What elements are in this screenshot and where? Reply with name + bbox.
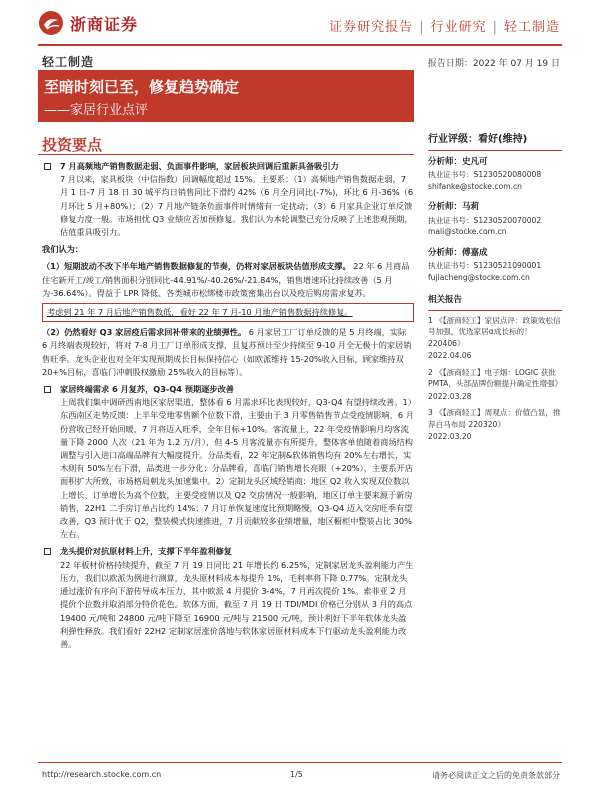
footer-disclaimer: 请务必阅读正文之后的免责条款部分 xyxy=(432,771,560,780)
analyst-email[interactable]: mali@stocke.com.cn xyxy=(428,227,507,236)
industry-rating: 行业评级：看好(维持) xyxy=(428,134,562,151)
footer-url-link[interactable]: http://research.stocke.com.cn xyxy=(42,770,162,779)
paragraph-heading: （2）仍然看好 Q3 家居疫后需求回补带来的业绩弹性。 xyxy=(42,327,247,338)
title-band xyxy=(38,70,414,122)
analyst-email[interactable]: fujiacheng@stocke.com.cn xyxy=(428,272,530,282)
paragraph-text: 上周我们集中调研西南地区家居渠道，整体看 6 月需求环比表现较好，Q3-Q4 有望持续改善。1）东西南区走势反馈：上半年受地零售额个位数下滑，主要由于 3 月零售销售节点受疫情影响，6 月份营收已经开始回暖，7 月将迈入旺季，全年目标+10%。客流量上，22 年受疫情影响月均客流量下降 2000 人次（21 年为 1.2 万/月），但 4-5 月客流量亦有所提升，整体客单值随着商场结构调整与引入进口高端品牌有大幅度提升。分品类看，22 年定制&软体销售均有 20%左右增长，实木则有 50%左右下滑，品类进一步分化；分品牌看，喜临门销售增长亮眼（+20%），主要系开店面积扩大所致，市场格局朝龙头加速集中。2）定制龙头区域经销商：地区 Q2 收入实现双位数以上增长，订单增长为高个位数，主要受疫情以及 Q2 交房情况一般影响，地区订单主要来源于新房销售，22H1 二手房订单占比约 14%；7 月订单恢复速度比预期略慢，Q3-Q4 迈入交房旺季有望改善，Q3 预计优于 Q2，整装模式快速推进，7 月贡献较多业绩增量，地区橱柜中整装占比 30%左右。 xyxy=(60,397,414,540)
analyst-card xyxy=(428,248,562,284)
analyst-email[interactable]: shifanke@stocke.com.cn xyxy=(428,181,522,191)
analyst-cert: 执业证书号：S1230521090001 xyxy=(428,261,542,270)
related-report-date: 2022.04.06 xyxy=(428,351,472,360)
report-title: 至暗时刻已至，修复趋势确定 xyxy=(44,78,240,96)
paragraph-text: 22 年板材价格持续提升，截至 7 月 19 日同比 21 年增长约 6.25%，定制家居龙头盈利能力产生压力，我们以欧派为例进行测算，龙头原材料成本每提升 1%，毛利率将下降 0.77%。定制龙头通过涨价有序向下游传导成本压力，其中欧派 4 月提价 3-4%，7 月再次提价 1%。索菲亚 2 月提价个位数并取消部分特价花色。软体方面，截至 7 月 19 日 TDI/MDI 价格已分别从 3 月的高点 19400 元/吨和 24800 元/吨下降至 16900 元/吨与 21500 元/吨，预计利好下半年软体龙头盈利弹性释放。我们看好 22H2 定制家居涨价落地与软体家居原材料成本下行驱动龙头盈利能力改善。 xyxy=(60,559,414,649)
paragraph-heading: 龙头提价对抗原材料上升，支撑下半年盈利修复 xyxy=(60,546,232,557)
paragraph-price-increase xyxy=(42,545,414,651)
paragraph-market-pullback xyxy=(42,160,414,239)
related-report-item[interactable] xyxy=(428,407,562,443)
header-category-research: 行业研究 xyxy=(430,20,487,35)
paragraph-heading: （1）短期波动不改下半年地产销售数据修复的节奏，仍将对家居板块估值形成支撑。 xyxy=(42,261,351,272)
main-content xyxy=(42,160,414,655)
paragraph-heading: 7 月高频地产销售数据走弱、负面事件影响，家居板块回调后重新具备吸引力 xyxy=(60,161,339,171)
report-subtitle: ——家居行业点评 xyxy=(44,103,149,118)
logo-text: 浙商证券 xyxy=(70,14,139,34)
related-reports-title: 相关报告 xyxy=(428,293,562,311)
header-divider xyxy=(38,44,562,46)
logo-icon xyxy=(38,10,64,36)
sidebar xyxy=(428,134,562,448)
analyst-card xyxy=(428,157,562,193)
square-bullet-icon xyxy=(44,163,51,170)
related-report-date: 2022.03.28 xyxy=(428,391,472,401)
header-category-industry: 轻工制造 xyxy=(503,20,560,35)
section-title: 投资要点 xyxy=(42,136,103,154)
related-report-item[interactable] xyxy=(428,367,562,403)
related-report-text: 2 《【浙商轻工】电子烟：LOGIC 获批 PMTA，头部品牌份额提升确定性增强》 xyxy=(428,367,563,388)
section-divider xyxy=(38,154,414,155)
highlight-box: 考虑到 21 年 7 月后地产销售数低，看好 22 年 7 月-10 月地产销售数据持续修复。 xyxy=(42,303,414,322)
analyst-cert: 执业证书号：S1230520080008 xyxy=(428,170,542,179)
header-category-report: 证券研究报告 xyxy=(329,20,414,35)
report-date: 报告日期：2022 年 07 月 19 日 xyxy=(427,59,560,69)
analyst-name: 分析师：史凡可 xyxy=(428,156,488,167)
paragraph-heading: 家居终端需求 6 月复苏，Q3-Q4 预期逐步改善 xyxy=(60,384,234,395)
our-view-label: 我们认为： xyxy=(42,244,83,255)
analyst-name: 分析师：傅嘉成 xyxy=(428,247,488,258)
page-header xyxy=(0,0,600,48)
analyst-name: 分析师：马莉 xyxy=(428,202,480,212)
related-report-item[interactable] xyxy=(428,315,562,362)
related-report-text: 3 《【浙商轻工】周观点：价值凸显，推荐白马布局 220320》 xyxy=(428,408,561,429)
footer-divider xyxy=(38,762,562,763)
header-separator: | xyxy=(492,20,498,35)
paragraph-terminal-demand xyxy=(42,383,414,541)
industry-label: 轻工制造 xyxy=(42,55,95,69)
paragraph-view-1 xyxy=(42,260,414,322)
analyst-card xyxy=(428,202,562,238)
paragraph-text: 7 月以来，家具板块（中信指数）回调幅度超过 15%。主要系：（1）高频地产销售数据走弱，7 月 1 日-7 月 18 日 30 城平均日销售同比下滑约 42%（6 月全月同比(-7%)，环比 6 月-36%（6 月环比 5 月+80%）；（2）7 月地产链条负面事件时情绪有一定扰动；（3）6 月家具企业订单反馈修复力度一般。市场担忧 Q3 业绩应否加预修复。我们认为本轮调整已充分反映了上述悲观预期，估值重具吸引力。 xyxy=(60,174,414,238)
paragraph-view-2 xyxy=(42,326,414,379)
paragraph-text: 6 月家居工厂订单反馈的是 5 月终端，实际 6 月终端表现较好，将对 7-8 月工厂订单形成支撑，且复苏预计至少持续至 9-10 月全无极十的家居销售旺季。龙头企业也对全年实现预期成长目标保持信心（如欧派维持 15-20%收入目标，顾家维持双 20+%目标，喜临门冲刺股权激励 25%收入的目标等）。 xyxy=(42,327,412,377)
related-report-text: 1 《【浙商轻工】家居点评：政策效松信号加强，优选家居α成长标的！220406》 xyxy=(428,315,561,348)
square-bullet-icon xyxy=(44,386,51,393)
company-logo xyxy=(38,10,138,36)
header-categories xyxy=(329,16,560,35)
related-report-date: 2022.03.20 xyxy=(428,432,472,441)
page-number: 1/5 xyxy=(290,770,303,779)
paragraph-text: 22 年 6 月商品住宅新开工/竣工/销售面积分别同比-44.91%/-40.26%/-21.84%，销售增速环比持续改善（5 月为-36.64%）。得益于 LPR 降低、各类城市松绑楼市政策密集出台以及疫后购房需求复苏。 xyxy=(42,261,410,298)
header-separator: | xyxy=(419,20,425,35)
analyst-cert: 执业证书号：S1230520070002 xyxy=(428,215,542,225)
square-bullet-icon xyxy=(44,548,51,555)
